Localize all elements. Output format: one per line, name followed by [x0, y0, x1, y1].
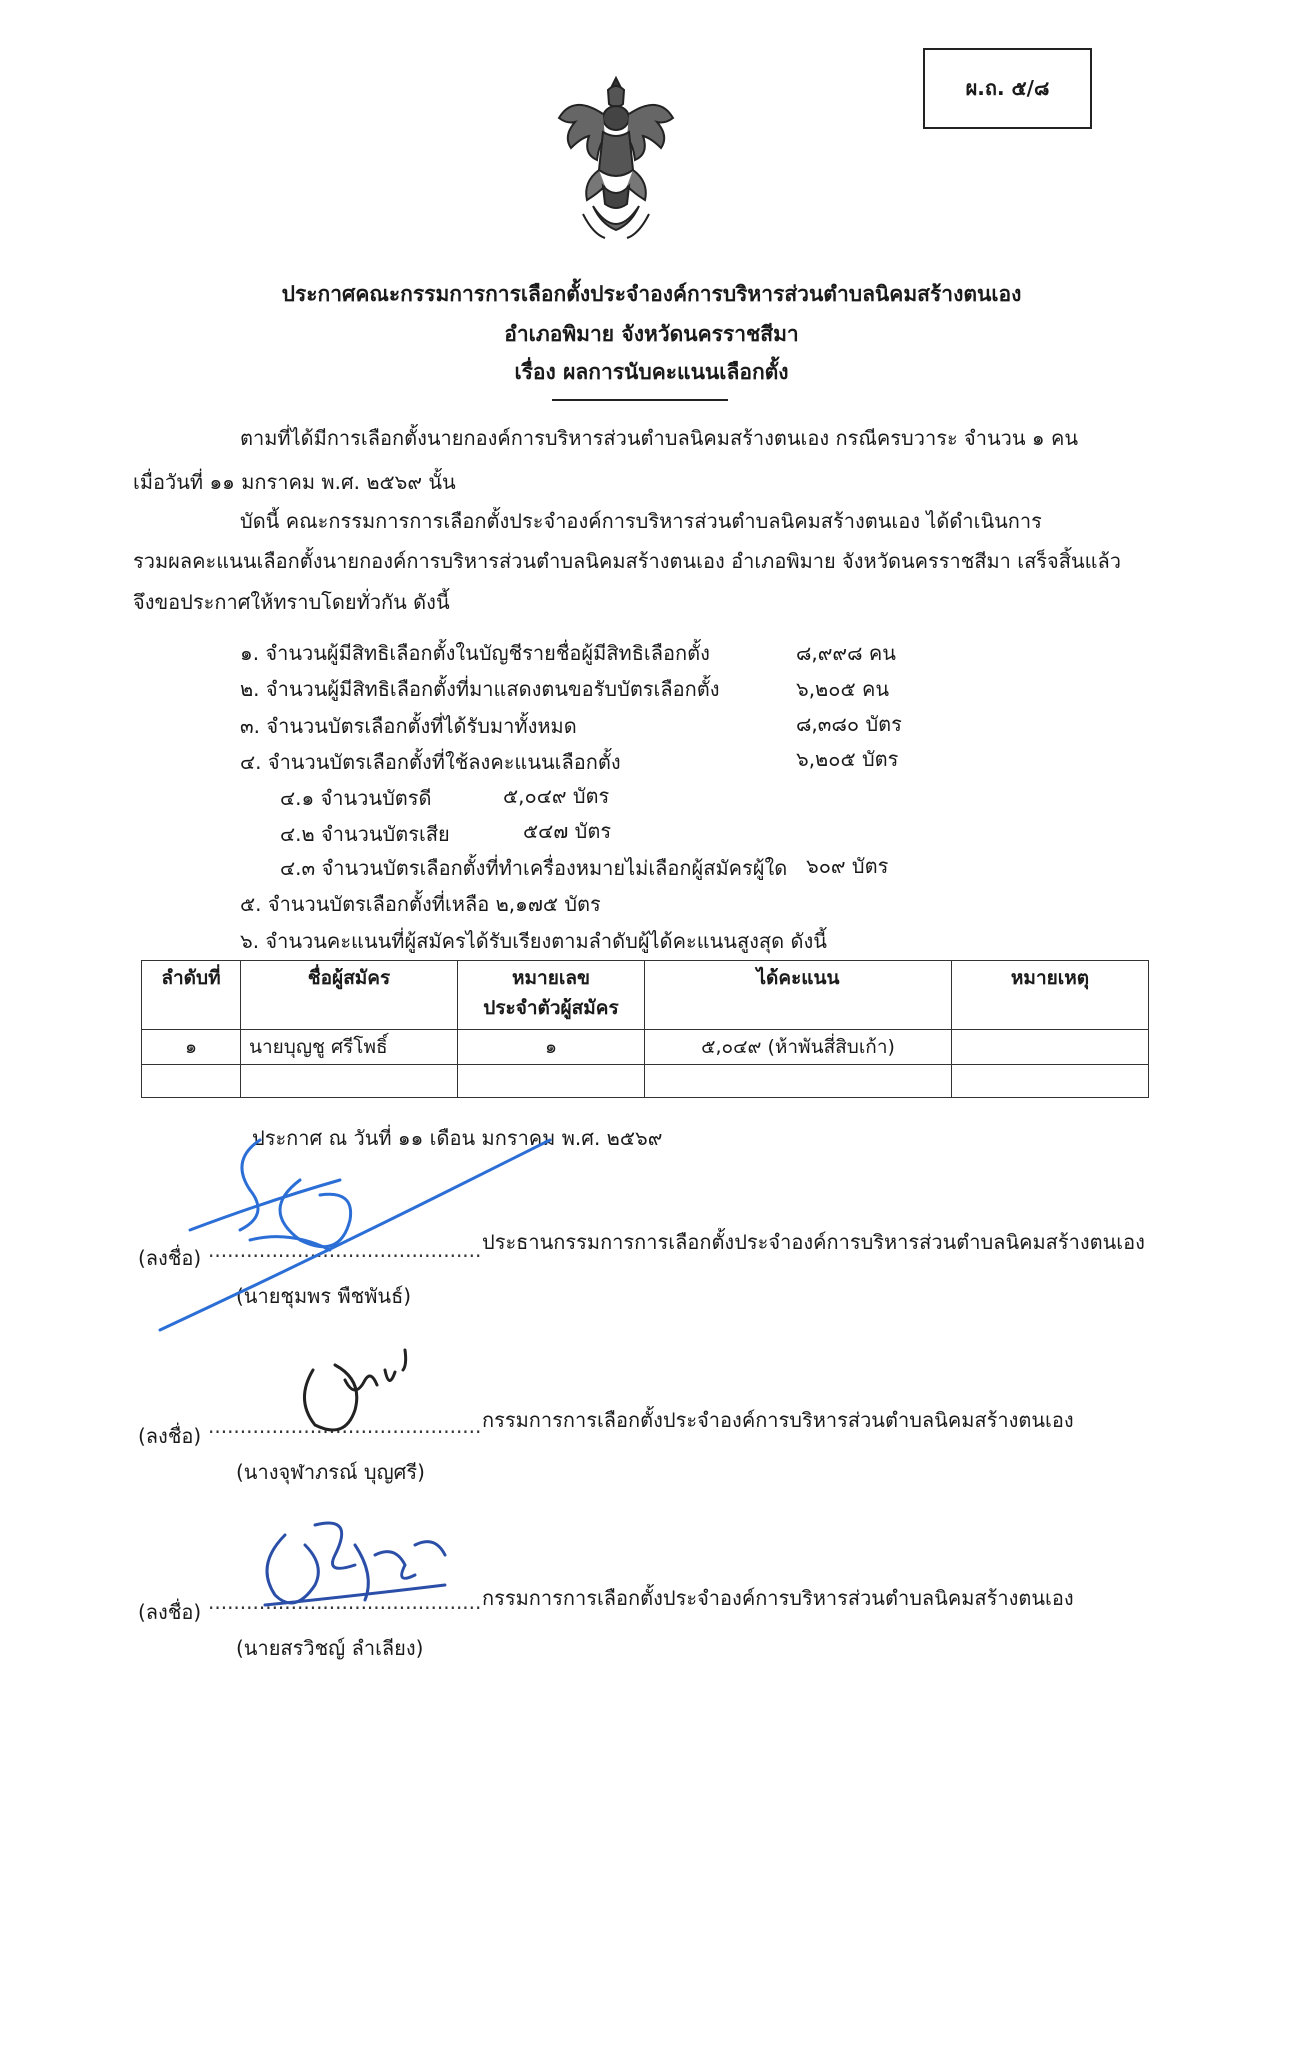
item-4-label: ๔. จำนวนบัตรเลือกตั้งที่ใช้ลงคะแนนเลือกตั้ง [240, 750, 621, 774]
signature-2-name: (นางจุฬาภรณ์ บุญศรี) [236, 1460, 425, 1484]
table-row [142, 1065, 1149, 1098]
item-3-value: ๘,๓๘๐ บัตร [796, 712, 902, 736]
header-candidate-name: ชื่อผู้สมัคร [241, 961, 458, 1030]
intro-paragraph-2-cont: รวมผลคะแนนเลือกตั้งนายกองค์การบริหารส่วนตำบลนิคมสร้างตนเอง อำเภอพิมาย จังหวัดนครราชสีมา เสร็จสิ้นแล้ว [133, 549, 1122, 573]
item-1-value: ๘,๙๙๘ คน [796, 641, 896, 665]
cell-candidate-number [458, 1065, 645, 1098]
announce-date: ประกาศ ณ วันที่ ๑๑ เดือน มกราคม พ.ศ. ๒๕๖๙ [252, 1126, 663, 1150]
item-3-label: ๓. จำนวนบัตรเลือกตั้งที่ได้รับมาทั้งหมด [240, 714, 577, 738]
handwritten-signature-3 [245, 1505, 460, 1625]
signature-2-dots: ........................................... [208, 1414, 482, 1438]
handwritten-signature-2 [285, 1330, 435, 1440]
item-4-3-value: ๖๐๙ บัตร [806, 854, 889, 878]
handwritten-signature-1 [150, 1120, 650, 1340]
form-code-box: ผ.ถ. ๕/๘ [923, 48, 1092, 129]
cell-rank [142, 1065, 241, 1098]
signature-1-name: (นายชุมพร พืชพันธ์) [236, 1284, 412, 1308]
signature-1-dots: ........................................... [208, 1238, 482, 1262]
header-remark: หมายเหตุ [952, 961, 1149, 1030]
garuda-emblem [553, 74, 679, 244]
cell-remark [952, 1065, 1149, 1098]
item-4-value: ๖,๒๐๕ บัตร [796, 747, 899, 771]
signature-3-role: กรรมการการเลือกตั้งประจำองค์การบริหารส่วนตำบลนิคมสร้างตนเอง [482, 1586, 1074, 1610]
intro-paragraph-1: ตามที่ได้มีการเลือกตั้งนายกองค์การบริหารส่วนตำบลนิคมสร้างตนเอง กรณีครบวาระ จำนวน ๑ คน [240, 426, 1079, 450]
title-underline [552, 399, 728, 401]
signature-3-prefix: (ลงชื่อ) [138, 1600, 202, 1624]
results-table [141, 960, 1149, 1098]
item-4-2-label: ๔.๒ จำนวนบัตรเสีย [280, 822, 450, 846]
signature-3-dots: ........................................... [208, 1590, 482, 1614]
cell-score: ๕,๐๔๙ (ห้าพันสี่สิบเก้า) [645, 1030, 952, 1065]
cell-remark [952, 1030, 1149, 1065]
item-4-2-value: ๕๔๗ บัตร [523, 819, 612, 843]
signature-1-role: ประธานกรรมการการเลือกตั้งประจำองค์การบริหารส่วนตำบลนิคมสร้างตนเอง [482, 1230, 1145, 1254]
signature-3-name: (นายสรวิชญ์ ลำเลียง) [236, 1636, 424, 1660]
announcement-subject: เรื่อง ผลการนับคะแนนเลือกตั้ง [514, 360, 789, 384]
item-2-value: ๖,๒๐๕ คน [796, 677, 889, 701]
cell-score [645, 1065, 952, 1098]
header-rank: ลำดับที่ [142, 961, 241, 1030]
item-1-label: ๑. จำนวนผู้มีสิทธิเลือกตั้งในบัญชีรายชื่อผู้มีสิทธิเลือกตั้ง [240, 641, 710, 665]
cell-candidate-name: นายบุญชู ศรีโพธิ์ [241, 1030, 458, 1065]
header-candidate-number: หมายเลข ประจำตัวผู้สมัคร [458, 961, 645, 1030]
item-6: ๖. จำนวนคะแนนที่ผู้สมัครได้รับเรียงตามลำดับผู้ได้คะแนนสูงสุด ดังนี้ [240, 929, 827, 953]
cell-rank: ๑ [142, 1030, 241, 1065]
intro-paragraph-2-end: จึงขอประกาศให้ทราบโดยทั่วกัน ดังนี้ [133, 590, 450, 614]
item-2-label: ๒. จำนวนผู้มีสิทธิเลือกตั้งที่มาแสดงตนขอรับบัตรเลือกตั้ง [240, 677, 720, 701]
cell-candidate-number: ๑ [458, 1030, 645, 1065]
cell-candidate-name [241, 1065, 458, 1098]
table-row [142, 1030, 1149, 1065]
intro-paragraph-2: บัดนี้ คณะกรรมการการเลือกตั้งประจำองค์การบริหารส่วนตำบลนิคมสร้างตนเอง ได้ดำเนินการ [240, 509, 1042, 533]
item-5: ๕. จำนวนบัตรเลือกตั้งที่เหลือ ๒,๑๗๕ บัตร [240, 892, 601, 916]
announcement-location: อำเภอพิมาย จังหวัดนครราชสีมา [504, 322, 799, 346]
signature-1-prefix: (ลงชื่อ) [138, 1246, 202, 1270]
item-4-1-value: ๕,๐๔๙ บัตร [503, 784, 610, 808]
table-header-row [142, 961, 1149, 1030]
announcement-title: ประกาศคณะกรรมการการเลือกตั้งประจำองค์การบริหารส่วนตำบลนิคมสร้างตนเอง [281, 282, 1022, 306]
item-4-1-label: ๔.๑ จำนวนบัตรดี [280, 786, 432, 810]
signature-2-prefix: (ลงชื่อ) [138, 1424, 202, 1448]
intro-paragraph-1-cont: เมื่อวันที่ ๑๑ มกราคม พ.ศ. ๒๕๖๙ นั้น [133, 470, 456, 494]
signature-2-role: กรรมการการเลือกตั้งประจำองค์การบริหารส่วนตำบลนิคมสร้างตนเอง [482, 1408, 1074, 1432]
header-score: ได้คะแนน [645, 961, 952, 1030]
item-4-3-label: ๔.๓ จำนวนบัตรเลือกตั้งที่ทำเครื่องหมายไม่เลือกผู้สมัครผู้ใด [280, 856, 788, 880]
